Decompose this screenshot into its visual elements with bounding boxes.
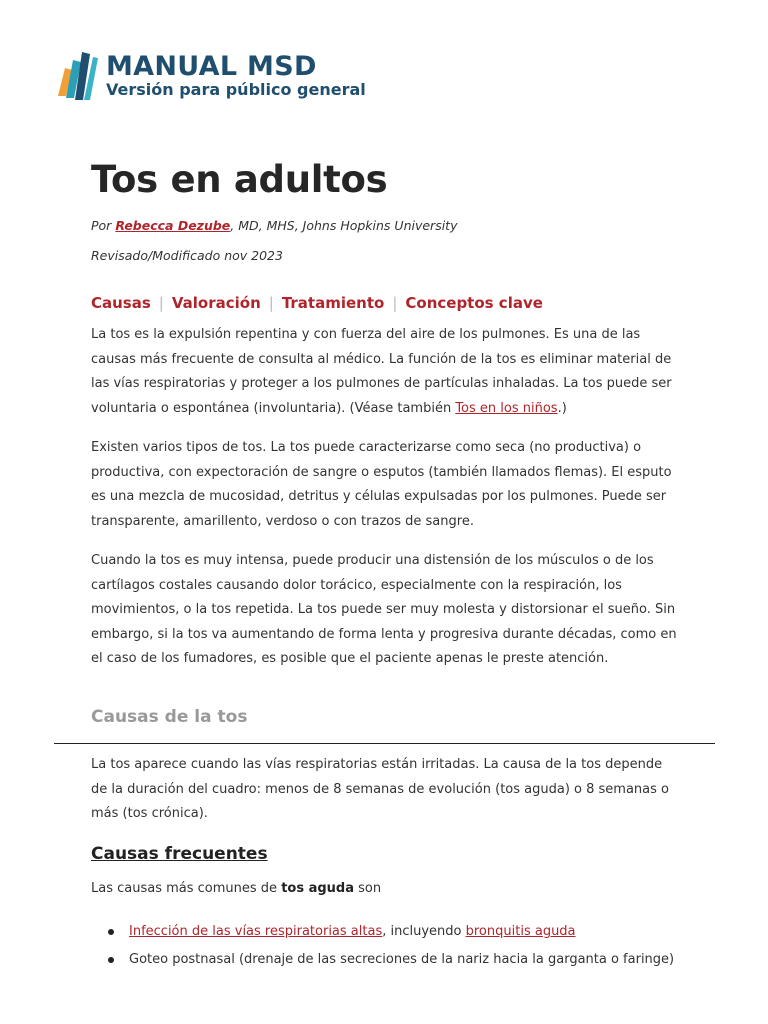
causes-list [91,918,691,974]
upper-respiratory-infection-link[interactable]: Infección de las vías respiratorias altas [129,924,383,939]
tos-ninos-link[interactable]: Tos en los niños [455,400,558,416]
list-item-text: Goteo postnasal (drenaje de las secreciones de la nariz hacia la garganta o faringe) [129,952,675,967]
frequent-causes-heading: Causas frecuentes [91,844,268,864]
intro-paragraph [91,323,681,421]
brand-title: MANUAL MSD [106,51,317,82]
byline-affiliation: , MD, MHS, Johns Hopkins University [230,218,458,233]
intro-suffix: son [354,881,382,896]
toc-separator: | [158,294,164,312]
section-divider [54,743,715,744]
intro-text: La tos es la expulsión repentina y con fuerza del aire de los pulmones. Es una de las causas más frecuente de consulta al médico. La función de la tos es eliminar material de las vías respiratorias y proteger a los pulmones de partículas inhaladas. La tos puede ser voluntaria o espontánea (involuntaria). (Véase también [91,327,672,416]
toc-separator: | [392,294,398,312]
page-title: Tos en adultos [91,158,388,201]
list-item-text: , incluyendo [382,924,466,939]
types-paragraph: Existen varios tipos de tos. La tos puede caracterizarse como seca (no productiva) o productiva, con expectoración de sangre o esputos (también llamados flemas). El esputo es una mezcla de mucosidad, detritus y células expulsadas por los pulmones. Puede ser transparente, amarillento, verdoso o con trazos de sangre. [91,440,672,529]
author-link[interactable]: Rebecca Dezube [115,218,231,233]
intensity-paragraph: Cuando la tos es muy intensa, puede producir una distensión de los músculos o de los cartílagos costales causando dolor torácico, especialmente con la respiración, los movimientos, o la tos repetida. La tos puede ser muy molesta y distorsionar el sueño. Sin embargo, si la tos va aumentando de forma lenta y progresiva durante décadas, como en el caso de los fumadores, es posible que el paciente apenas le preste atención. [91,553,677,667]
toc-link-valoracion[interactable]: Valoración [171,294,261,312]
section-nav [91,294,543,312]
toc-link-causas[interactable]: Causas [91,294,151,312]
brand-logo[interactable] [56,48,376,104]
acute-bronchitis-link[interactable]: bronquitis aguda [465,924,576,939]
reviewed-date: Revisado/Modificado nov 2023 [91,248,283,263]
list-item [91,918,691,946]
intro-end: .) [557,400,567,416]
acute-causes-intro [91,881,381,896]
intro-prefix: Las causas más comunes de [91,881,282,896]
causes-heading[interactable]: Causas de la tos [91,707,248,727]
brand-subtitle: Versión para público general [106,80,366,99]
toc-link-conceptos-clave[interactable]: Conceptos clave [405,294,543,312]
list-item [91,946,691,974]
byline [91,218,457,233]
toc-separator: | [268,294,274,312]
byline-prefix: Por [91,218,116,233]
toc-link-tratamiento[interactable]: Tratamiento [281,294,385,312]
manual-msd-logo-icon [56,48,102,102]
causes-paragraph: La tos aparece cuando las vías respiratorias están irritadas. La causa de la tos depende de la duración del cuadro: menos de 8 semanas de evolución (tos aguda) o 8 semanas o más (tos crónica). [91,757,669,822]
intro-bold: tos aguda [281,881,355,896]
